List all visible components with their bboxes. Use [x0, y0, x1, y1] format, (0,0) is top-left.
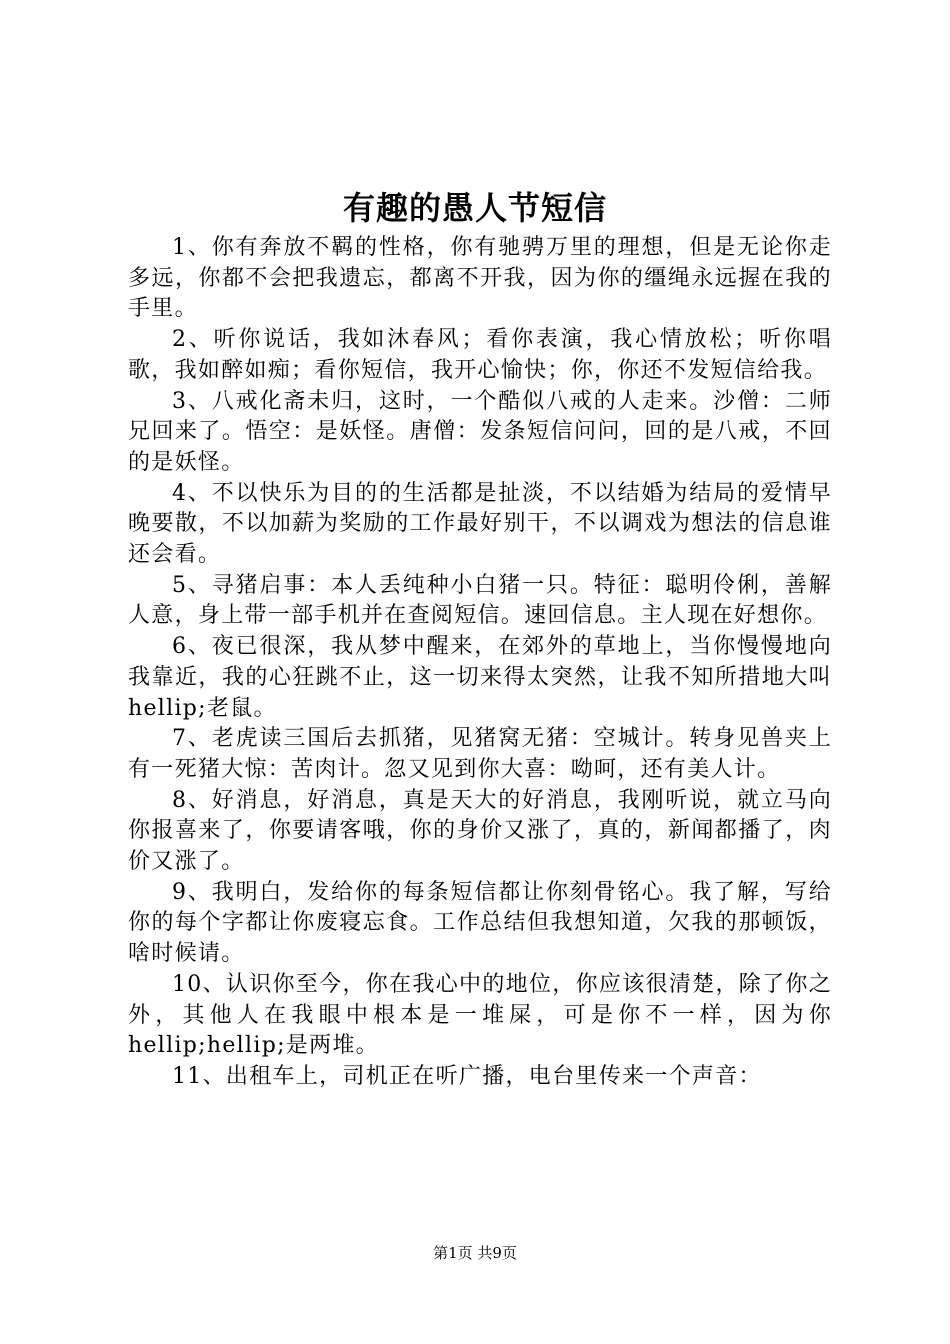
paragraph: 1、你有奔放不羁的性格，你有驰骋万里的理想，但是无论你走多远，你都不会把我遗忘，都离不开我，因为你的缰绳永远握在我的手里。 [128, 235, 832, 322]
paragraph: 10、认识你至今，你在我心中的地位，你应该很清楚，除了你之外，其他人在我眼中根本是一堆屎，可是你不一样，因为你hellip;hellip;是两堆。 [128, 971, 832, 1059]
paragraph: 7、老虎读三国后去抓猪，见猪窝无猪：空城计。转身见兽夹上有一死猪大惊：苦肉计。忽又见到你大喜：呦呵，还有美人计。 [128, 726, 832, 782]
page-title: 有趣的愚人节短信 [342, 189, 607, 227]
page-number-footer: 第1页 共9页 [433, 1244, 517, 1262]
paragraph: 8、好消息，好消息，真是天大的好消息，我刚听说，就立马向你报喜来了，你要请客哦，你的身价又涨了，真的，新闻都播了，肉价又涨了。 [128, 787, 832, 875]
paragraph: 5、寻猪启事：本人丢纯种小白猪一只。特征：聪明伶俐，善解人意，身上带一部手机并在查阅短信。速回信息。主人现在好想你。 [128, 572, 832, 629]
paragraph: 9、我明白，发给你的每条短信都让你刻骨铭心。我了解，写给你的每个字都让你废寝忘食。工作总结但我想知道，欠我的那顿饭，啥时候请。 [128, 879, 832, 967]
paragraph: 2、听你说话，我如沐春风；看你表演，我心情放松；听你唱歌，我如醉如痴；看你短信，我开心愉快；你，你还不发短信给我。 [128, 327, 832, 383]
paragraph: 11、出租车上，司机正在听广播，电台里传来一个声音： [172, 1063, 762, 1089]
paragraph: 6、夜已很深，我从梦中醒来，在郊外的草地上，当你慢慢地向我靠近，我的心狂跳不止，这一切来得太突然，让我不知所措地大叫hellip;老鼠。 [128, 634, 832, 721]
paragraph: 4、不以快乐为目的的生活都是扯淡，不以结婚为结局的爱情早晚要散，不以加薪为奖励的工作最好别干，不以调戏为想法的信息谁还会看。 [128, 480, 832, 568]
document-body [128, 233, 832, 1188]
paragraph: 3、八戒化斋未归，这时，一个酷似八戒的人走来。沙僧：二师兄回来了。悟空：是妖怪。唐僧：发条短信问问，回的是八戒，不回的是妖怪。 [128, 388, 832, 475]
